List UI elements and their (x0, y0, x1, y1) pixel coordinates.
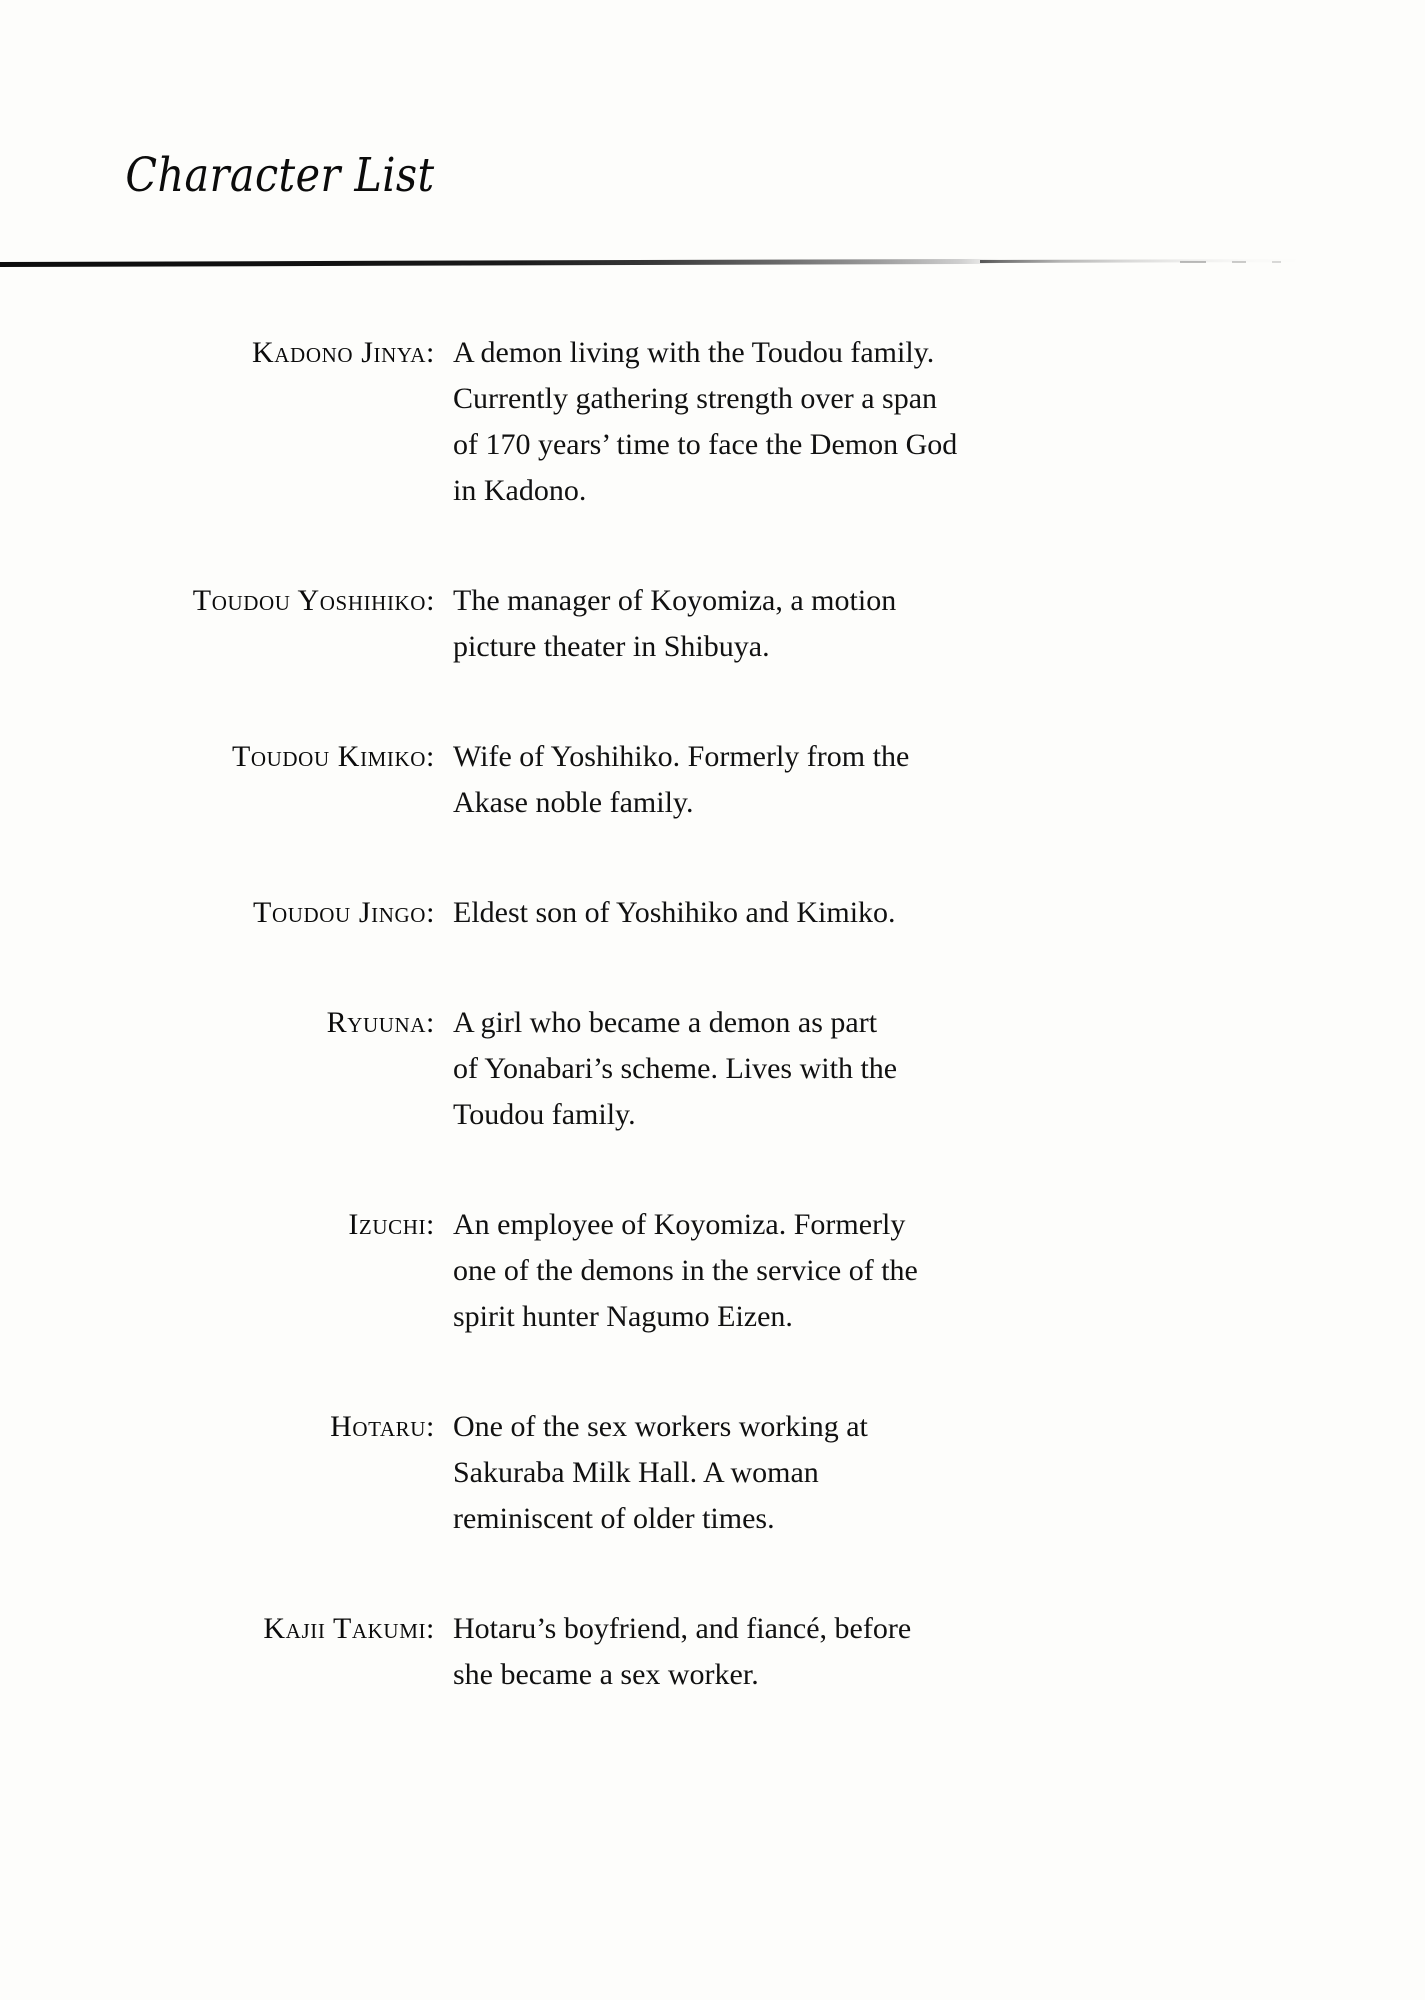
character-description-line: One of the sex workers working at (453, 1410, 868, 1443)
character-description-line: A girl who became a demon as part (453, 1006, 878, 1039)
character-name: Kadono Jinya: (252, 336, 435, 369)
character-list (0, 330, 1425, 1762)
character-description-line: reminiscent of older times. (453, 1502, 775, 1535)
page-title: Character List (125, 148, 435, 203)
character-name: Toudou Kimiko: (231, 740, 435, 773)
character-entry (0, 330, 1425, 514)
character-description-line: of 170 years’ time to face the Demon God (453, 428, 958, 461)
character-description-line: one of the demons in the service of the (453, 1254, 918, 1287)
divider-speck (1180, 261, 1206, 263)
character-description-line: Hotaru’s boyfriend, and fiancé, before (453, 1612, 912, 1645)
divider-speck (1272, 261, 1281, 263)
character-entry (0, 734, 1425, 826)
divider-stroke (0, 259, 1000, 267)
character-description (435, 1606, 973, 1698)
character-description (435, 330, 973, 514)
character-description-line: spirit hunter Nagumo Eizen. (453, 1300, 793, 1333)
character-name: Toudou Yoshihiko: (192, 584, 435, 617)
character-description-line: Toudou family. (453, 1098, 636, 1131)
character-description (435, 890, 973, 936)
character-name: Izuchi: (348, 1208, 435, 1241)
character-description-line: The manager of Koyomiza, a motion (453, 584, 897, 617)
character-description-line: An employee of Koyomiza. Formerly (453, 1208, 906, 1241)
character-description-line: Eldest son of Yoshihiko and Kimiko. (453, 896, 896, 929)
character-name: Hotaru: (330, 1410, 435, 1443)
character-description-line: in Kadono. (453, 474, 587, 507)
character-entry (0, 1606, 1425, 1698)
character-entry (0, 1404, 1425, 1542)
character-description (435, 1404, 973, 1542)
character-description (435, 734, 973, 826)
character-description-line: picture theater in Shibuya. (453, 630, 770, 663)
header-divider (0, 258, 1425, 272)
character-entry (0, 578, 1425, 670)
divider-stroke-tail (980, 259, 1300, 263)
character-description-line: Wife of Yoshihiko. Formerly from the (453, 740, 910, 773)
character-description-line: she became a sex worker. (453, 1658, 759, 1691)
character-description-line: of Yonabari’s scheme. Lives with the (453, 1052, 898, 1085)
character-name: Kajii Takumi: (263, 1612, 435, 1645)
character-description (435, 1202, 973, 1340)
character-description (435, 578, 973, 670)
character-entry (0, 1000, 1425, 1138)
character-description-line: A demon living with the Toudou family. (453, 336, 935, 369)
character-description-line: Sakuraba Milk Hall. A woman (453, 1456, 819, 1489)
divider-speck (1232, 261, 1246, 263)
character-description-line: Akase noble family. (453, 786, 694, 819)
character-description-line: Currently gathering strength over a span (453, 382, 938, 415)
character-entry (0, 1202, 1425, 1340)
character-name: Toudou Jingo: (253, 896, 435, 929)
character-name: Ryuuna: (326, 1006, 435, 1039)
character-description (435, 1000, 973, 1138)
character-entry (0, 890, 1425, 936)
